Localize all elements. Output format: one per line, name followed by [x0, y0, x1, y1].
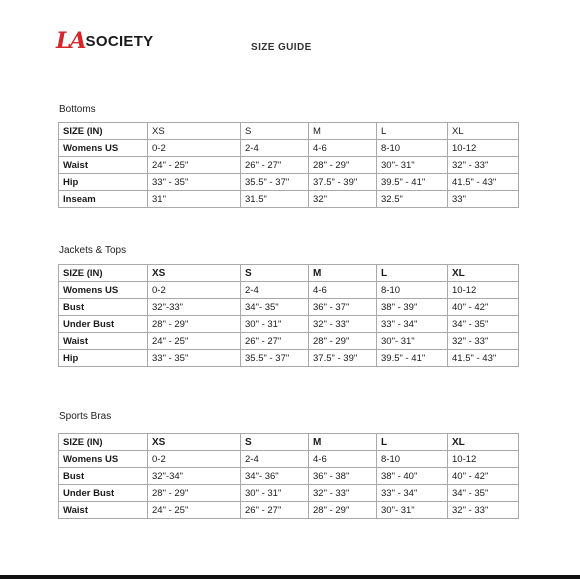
size-value-cell: M [309, 265, 377, 282]
size-value-cell: 33" [448, 191, 519, 208]
size-value-cell: 2-4 [241, 140, 309, 157]
size-value-cell: 34"- 36" [241, 468, 309, 485]
size-value-cell: 32"-33" [148, 299, 241, 316]
size-value-cell: XS [148, 265, 241, 282]
section-title-sports-bras: Sports Bras [59, 411, 112, 422]
size-value-cell: 39.5" - 41" [377, 350, 448, 367]
size-value-cell: 37.5" - 39" [309, 350, 377, 367]
size-value-cell: 36" - 38" [309, 468, 377, 485]
size-value-cell: 10-12 [448, 282, 519, 299]
size-value-cell: 33" - 35" [148, 350, 241, 367]
size-value-cell: 10-12 [448, 451, 519, 468]
size-value-cell: 39.5" - 41" [377, 174, 448, 191]
size-value-cell: 2-4 [241, 282, 309, 299]
row-label-cell: Inseam [59, 191, 148, 208]
size-value-cell: 24" - 25" [148, 157, 241, 174]
row-label-cell: SIZE (IN) [59, 123, 148, 140]
row-label-cell: Hip [59, 350, 148, 367]
size-value-cell: 30"- 31" [377, 502, 448, 519]
size-value-cell: M [309, 123, 377, 140]
table-row [59, 333, 519, 350]
size-value-cell: 0-2 [148, 451, 241, 468]
table-row [59, 350, 519, 367]
size-value-cell: 35.5" - 37" [241, 350, 309, 367]
section-title-jackets-tops: Jackets & Tops [59, 245, 127, 256]
size-value-cell: 2-4 [241, 451, 309, 468]
size-value-cell: 30" - 31" [241, 485, 309, 502]
page-title: SIZE GUIDE [251, 42, 312, 53]
size-value-cell: 28" - 29" [148, 485, 241, 502]
size-value-cell: 26" - 27" [241, 502, 309, 519]
row-label-cell: Bust [59, 468, 148, 485]
size-value-cell: 38" - 39" [377, 299, 448, 316]
size-value-cell: 36" - 37" [309, 299, 377, 316]
size-value-cell: 35.5" - 37" [241, 174, 309, 191]
size-value-cell: XL [448, 265, 519, 282]
row-label-cell: Under Bust [59, 485, 148, 502]
size-value-cell: 32.5" [377, 191, 448, 208]
size-value-cell: L [377, 265, 448, 282]
size-value-cell: S [241, 123, 309, 140]
size-value-cell: 24" - 25" [148, 333, 241, 350]
size-value-cell: 28" - 29" [309, 502, 377, 519]
size-value-cell: 33" - 35" [148, 174, 241, 191]
row-label-cell: Hip [59, 174, 148, 191]
size-value-cell: 34"- 35" [241, 299, 309, 316]
size-value-cell: L [377, 434, 448, 451]
size-value-cell: 41.5" - 43" [448, 174, 519, 191]
size-value-cell: S [241, 434, 309, 451]
size-value-cell: S [241, 265, 309, 282]
table-row [59, 451, 519, 468]
sports-bras-size-table [58, 433, 519, 519]
size-value-cell: 30" - 31" [241, 316, 309, 333]
size-value-cell: 26" - 27" [241, 333, 309, 350]
size-value-cell: L [377, 123, 448, 140]
bottom-border [0, 575, 580, 579]
size-value-cell: 24" - 25" [148, 502, 241, 519]
size-value-cell: 38" - 40" [377, 468, 448, 485]
logo-society-text: SOCIETY [85, 32, 154, 50]
row-label-cell: Womens US [59, 282, 148, 299]
row-label-cell: SIZE (IN) [59, 265, 148, 282]
section-title-bottoms: Bottoms [59, 104, 96, 115]
table-header-row [59, 434, 519, 451]
size-value-cell: 32" - 33" [448, 157, 519, 174]
size-value-cell: 33" - 34" [377, 485, 448, 502]
size-value-cell: 30"- 31" [377, 157, 448, 174]
size-value-cell: 32" - 33" [309, 485, 377, 502]
size-value-cell: 0-2 [148, 140, 241, 157]
table-row [59, 468, 519, 485]
row-label-cell: Waist [59, 333, 148, 350]
size-value-cell: 40" - 42" [448, 299, 519, 316]
size-value-cell: 31.5" [241, 191, 309, 208]
jackets-tops-size-table [58, 264, 519, 367]
size-value-cell: 30"- 31" [377, 333, 448, 350]
size-value-cell: 31" [148, 191, 241, 208]
size-value-cell: 32" - 33" [309, 316, 377, 333]
size-value-cell: 33" - 34" [377, 316, 448, 333]
size-value-cell: 32" - 33" [448, 502, 519, 519]
size-value-cell: 10-12 [448, 140, 519, 157]
table-row [59, 485, 519, 502]
size-value-cell: 34" - 35" [448, 485, 519, 502]
table-row [59, 174, 519, 191]
size-value-cell: 4-6 [309, 282, 377, 299]
size-value-cell: 8-10 [377, 282, 448, 299]
row-label-cell: Womens US [59, 451, 148, 468]
size-value-cell: 34" - 35" [448, 316, 519, 333]
table-header-row [59, 265, 519, 282]
size-value-cell: 8-10 [377, 451, 448, 468]
size-value-cell: XL [448, 434, 519, 451]
size-value-cell: 28" - 29" [309, 333, 377, 350]
size-value-cell: 32" - 33" [448, 333, 519, 350]
size-value-cell: 32"-34" [148, 468, 241, 485]
table-row [59, 316, 519, 333]
size-value-cell: 32" [309, 191, 377, 208]
size-value-cell: 4-6 [309, 140, 377, 157]
table-row [59, 299, 519, 316]
row-label-cell: Under Bust [59, 316, 148, 333]
row-label-cell: Waist [59, 157, 148, 174]
size-value-cell: 0-2 [148, 282, 241, 299]
logo-la-mark: LA [56, 28, 85, 54]
table-row [59, 282, 519, 299]
size-value-cell: 37.5" - 39" [309, 174, 377, 191]
size-value-cell: 41.5" - 43" [448, 350, 519, 367]
size-value-cell: 4-6 [309, 451, 377, 468]
row-label-cell: Womens US [59, 140, 148, 157]
size-value-cell: XS [148, 434, 241, 451]
size-value-cell: XL [448, 123, 519, 140]
table-row [59, 140, 519, 157]
size-value-cell: 26" - 27" [241, 157, 309, 174]
size-value-cell: 28" - 29" [148, 316, 241, 333]
size-value-cell: 28" - 29" [309, 157, 377, 174]
size-value-cell: M [309, 434, 377, 451]
size-value-cell: XS [148, 123, 241, 140]
brand-logo [56, 30, 154, 52]
table-row [59, 157, 519, 174]
size-value-cell: 40" - 42" [448, 468, 519, 485]
table-row [59, 502, 519, 519]
table-header-row [59, 123, 519, 140]
size-value-cell: 8-10 [377, 140, 448, 157]
table-row [59, 191, 519, 208]
bottoms-size-table [58, 122, 519, 208]
row-label-cell: Bust [59, 299, 148, 316]
row-label-cell: Waist [59, 502, 148, 519]
row-label-cell: SIZE (IN) [59, 434, 148, 451]
